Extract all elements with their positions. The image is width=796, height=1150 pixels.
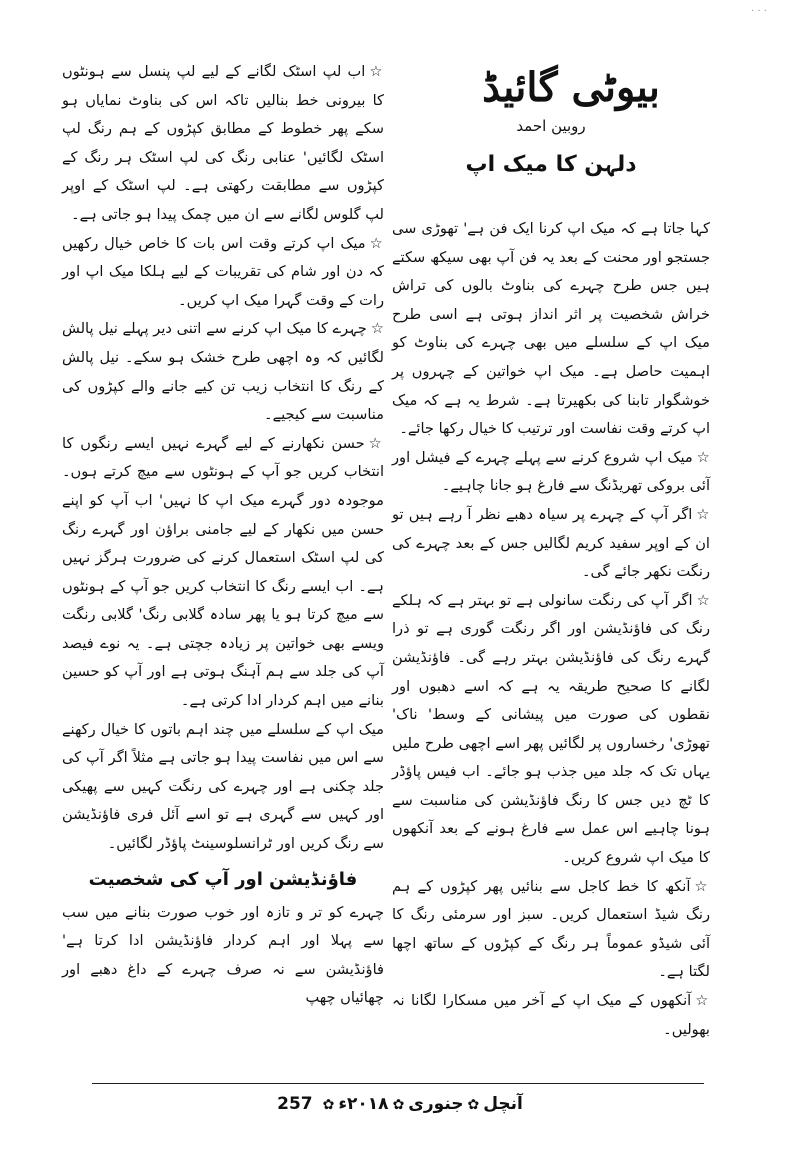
author-byline: روبین احمد [516, 117, 586, 135]
article-title: دلہن کا میک اپ [465, 152, 637, 177]
tip-text: آنکھ کا خط کاجل سے بنائیں پھر کپڑوں کے ہم رنگ شیڈ استعمال کریں۔ سبز اور سرمئی رنگ کا آئی شیڈو عموماً ہر رنگ کے کپڑوں کے ساتھ اچھا لگتا ہے۔ [392, 877, 710, 981]
section-paragraph: چہرے کو تر و تازہ اور خوب صورت بنانے میں سب سے پہلا اور اہم کردار فاؤنڈیشن ادا کرتا ہے' فاؤنڈیشن سے نہ صرف چہرے کے داغ دھبے اور چھائیاں چھپ [62, 903, 384, 1007]
tip-paragraph [62, 230, 384, 316]
page-footer [200, 1088, 600, 1121]
issue-year: ۲۰۱۸ء [338, 1094, 389, 1114]
tip-paragraph [62, 315, 384, 429]
flower-icon: ✿ [467, 1097, 480, 1113]
body-paragraph: میک اپ کے سلسلے میں چند اہم باتوں کا خیال رکھنے سے اس میں نفاست پیدا ہو جاتی ہے مثلاً اگر آپ کی جلد چکنی ہے اور چہرے کی رنگت کہیں سے پھیکی اور کہیں سے گہری ہے تو اسے آئل فری فاؤنڈیشن سے رنگ کریں اور ٹرانسلوسینٹ پاؤڈر لگائیں۔ [62, 720, 384, 853]
flower-icon: ✿ [322, 1097, 335, 1113]
tip-paragraph [392, 444, 710, 501]
section-heading: فاؤنڈیشن اور آپ کی شخصیت [88, 868, 358, 890]
tip-text: میک اپ شروع کرنے سے پہلے چہرے کے فیشل اور آئی بروکی تھریڈنگ سے فارغ ہو جانا چاہیے۔ [392, 448, 710, 495]
star-bullet-icon: ☆ [696, 591, 710, 609]
star-bullet-icon: ☆ [696, 448, 710, 466]
page-number: 257 [277, 1094, 313, 1114]
tip-text: حسن نکھارنے کے لیے گہرے نہیں ایسے رنگوں کا انتخاب کریں جو آپ کے ہونٹوں سے میچ کرتے ہوں۔ موجودہ دور گہرے میک اپ کا نہیں' اب آپ کو اپنے حسن میں نکھار کے لیے جامنی براؤن اور گہرے رنگ کی لپ اسٹک استعمال کرنے کی ضرورت ہرگز نہیں ہے۔ اب ایسے رنگ کا انتخاب کریں جو آپ کے ہونٹوں سے میچ کرتا ہو یا پھر سادہ گلابی رنگ' گلابی رنگت ویسے بھی خواتین پر زیادہ جچتی ہے۔ یہ نوے فیصد آپ کی جلد سے ہم آہنگ ہوتی ہے اور آپ کو حسین بنانے میں اہم کردار ادا کرتی ہے۔ [62, 434, 384, 710]
tip-text: اگر آپ کے چہرے پر سیاہ دھبے نظر آ رہے ہیں تو ان کے اوپر سفید کریم لگالیں جس کے بعد چہرے کی رنگت نکھر جائے گی۔ [392, 505, 710, 581]
tip-paragraph [392, 987, 710, 1044]
issue-month: جنوری [408, 1094, 464, 1114]
tip-paragraph [62, 430, 384, 716]
tip-paragraph [392, 501, 710, 587]
intro-paragraph: کہا جاتا ہے کہ میک اپ کرنا ایک فن ہے' تھوڑی سی جستجو اور محنت کے بعد یہ فن آپ بھی سیکھ سکتے ہیں جس طرح چہرے کی بناوٹ بالوں کی تراش خراش شخصیت پر اثر انداز ہوتی ہے اسی طرح میک اپ کے سلسلے میں بھی چہرے کی بناوٹ کو اہمیت حاصل ہے۔ میک اپ خواتین کے چہروں پر خوشگوار تابنا کی بکھیرتا ہے۔ شرط یہ ہے کہ میک اپ کرتے وقت نفاست اور ترتیب کا خیال رکھا جائے۔ [392, 220, 710, 438]
star-bullet-icon: ☆ [370, 320, 384, 338]
flower-icon: ✿ [392, 1097, 405, 1113]
feature-title: بیوٹی گائیڈ [482, 64, 660, 111]
masthead [392, 62, 710, 182]
tip-paragraph [392, 587, 710, 873]
star-bullet-icon: ☆ [695, 992, 710, 1010]
footer-rule [92, 1083, 704, 1084]
star-bullet-icon: ☆ [369, 63, 384, 80]
star-bullet-icon: ☆ [694, 877, 710, 895]
star-bullet-icon: ☆ [369, 234, 385, 252]
tip-paragraph [392, 873, 710, 987]
tip-text: اگر آپ کی رنگت سانولی ہے تو بہتر ہے کہ ہلکے رنگ کی فاؤنڈیشن اور اگر رنگت گوری ہے تو ذرا گہرے رنگ کی فاؤنڈیشن بہتر رہے گی۔ فاؤنڈیشن لگانے کا صحیح طریقہ یہ ہے کہ اسے دھبوں اور نقطوں کی صورت میں پیشانی کے وسط' ناک' تھوڑی' رخساروں پر لگائیں پھر اسے اچھی طرح ملیں یہاں تک کہ جلد میں جذب ہو جائے۔ اب فیس پاؤڈر کا ٹچ دیں جس کا رنگ فاؤنڈیشن کی مناسبت سے ہونا چاہیے اس عمل سے فارغ ہونے کے بعد آنکھوں کا میک اپ شروع کریں۔ [392, 591, 710, 867]
star-bullet-icon: ☆ [368, 434, 384, 452]
scan-corner-mark: · · · [751, 6, 767, 17]
magazine-name: آنچل [483, 1094, 523, 1114]
right-column [392, 215, 710, 1044]
tip-text: آنکھوں کے میک اپ کے آخر میں مسکارا لگانا نہ بھولیں۔ [392, 992, 710, 1038]
star-bullet-icon: ☆ [696, 505, 710, 523]
tip-text: چہرے کا میک اپ کرنے سے اتنی دیر پہلے نیل پالش لگائیں کہ وہ اچھی طرح خشک ہو سکے۔ نیل پالش کے رنگ کا انتخاب زیب تن کیے جانے والے کپڑوں کی مناسبت سے کیجیے۔ [62, 320, 384, 424]
tip-text: میک اپ کرتے وقت اس بات کا خاص خیال رکھیں کہ دن اور شام کی تقریبات کے لیے ہلکا میک اپ اور رات کے وقت گہرا میک اپ کریں۔ [62, 234, 384, 309]
left-column [62, 58, 384, 1013]
tip-text: اب لپ اسٹک لگانے کے لیے لپ پنسل سے ہونٹوں کا بیرونی خط بنالیں تاکہ اس کی بناوٹ نمایاں ہو سکے پھر خطوط کے مطابق کپڑوں کے ہم رنگ لپ اسٹک لگائیں' عنابی رنگ کی لپ اسٹک ہر رنگ کے کپڑوں سے مطابقت رکھتی ہے۔ لپ اسٹک کے اوپر لپ گلوس لگانے سے ان میں چمک پیدا ہو جاتی ہے۔ [62, 63, 384, 223]
tip-paragraph [62, 58, 384, 230]
